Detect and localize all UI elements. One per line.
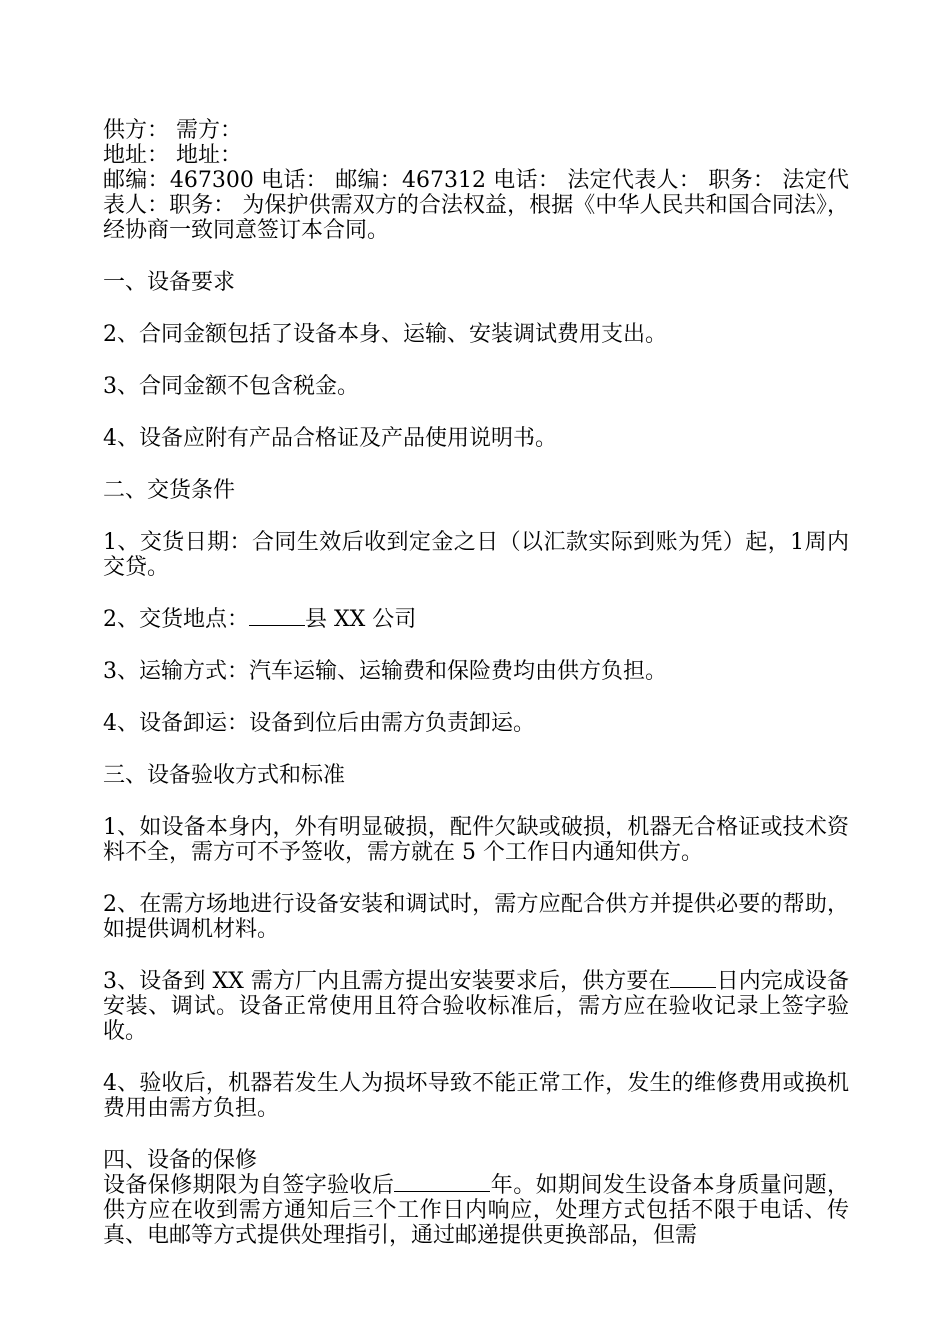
section1-item3: 3、合同金额不包含税金。 bbox=[103, 374, 359, 399]
delivery-location-company: 县 XX 公司 bbox=[305, 607, 417, 632]
header-block bbox=[103, 118, 849, 243]
section3-item3 bbox=[103, 969, 849, 1044]
section3-item1: 1、如设备本身内，外有明显破损，配件欠缺或破损，机器无合格证或技术资料不全，需方可不予签收，需方就在 5 个工作日内通知供方。 bbox=[103, 815, 849, 865]
section-title-4: 四、设备的保修 bbox=[103, 1148, 258, 1173]
warranty-text-a: 设备保修期限为自签字验收后 bbox=[103, 1173, 395, 1198]
section-title-1: 一、设备要求 bbox=[103, 270, 236, 295]
installation-text-b: 日内完成设备安装、调试。设备正常使用且符合验收标准后，需方应在验收记录上签字验收。 bbox=[103, 969, 849, 1044]
header-paragraph: 邮编：467300 电话： 邮编：467312 电话： 法定代表人： 职务： 法定代表人：职务： 为保护供需双方的合法权益，根据《中华人民共和国合同法》，经协商一致同意签订本合同。 bbox=[103, 168, 849, 243]
section2-item2 bbox=[103, 607, 849, 632]
section2-item4: 4、设备卸运：设备到位后由需方负责卸运。 bbox=[103, 711, 535, 736]
contract-document bbox=[103, 118, 849, 1248]
section2-item3: 3、运输方式：汽车运输、运输费和保险费均由供方负担。 bbox=[103, 659, 667, 684]
section3-item2: 2、在需方场地进行设备安装和调试时，需方应配合供方并提供必要的帮助，如提供调机材料。 bbox=[103, 892, 849, 942]
section1-item4: 4、设备应附有产品合格证及产品使用说明书。 bbox=[103, 426, 557, 451]
section1-item2: 2、合同金额包括了设备本身、运输、安装调试费用支出。 bbox=[103, 322, 667, 347]
blank-years bbox=[394, 1173, 490, 1192]
delivery-location-label: 2、交货地点： bbox=[103, 607, 249, 632]
warranty-text-b: 年。如期间发生设备本身质量问题，供方应在收到需方通知后三个工作日内响应，处理方式包括不限于电话、传真、电邮等方式提供处理指引，通过邮递提供更换部品，但需 bbox=[103, 1173, 849, 1248]
section2-item1: 1、交货日期：合同生效后收到定金之日（以汇款实际到账为凭）起，1周内交贷。 bbox=[103, 530, 849, 580]
section-title-2: 二、交货条件 bbox=[103, 478, 236, 503]
party-line: 供方： 需方： bbox=[103, 118, 242, 143]
installation-text-a: 3、设备到 XX 需方厂内且需方提出安装要求后，供方要在 bbox=[103, 969, 671, 994]
blank-county bbox=[249, 607, 305, 626]
section4-para bbox=[103, 1173, 849, 1248]
section3-item4: 4、验收后，机器若发生人为损坏导致不能正常工作，发生的维修费用或换机费用由需方负担。 bbox=[103, 1071, 849, 1121]
section-title-3: 三、设备验收方式和标准 bbox=[103, 763, 346, 788]
blank-days bbox=[670, 969, 716, 988]
address-line: 地址： 地址： bbox=[103, 143, 242, 168]
